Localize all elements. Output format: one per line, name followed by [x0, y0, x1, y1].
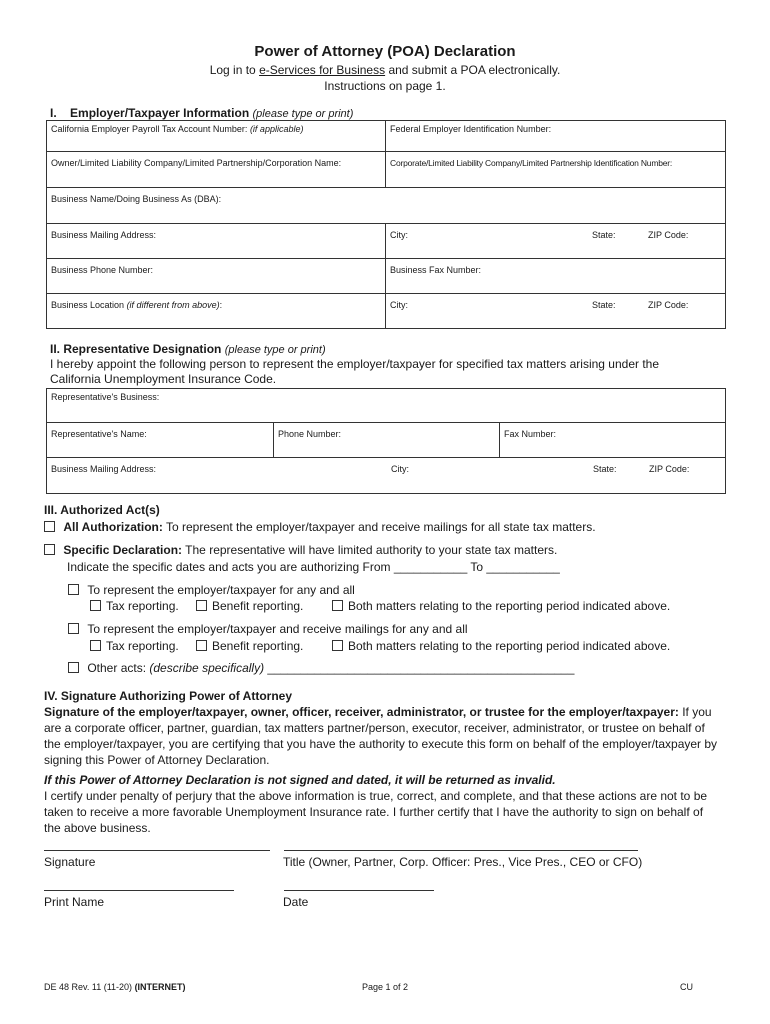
other-acts-row[interactable]: [68, 661, 574, 675]
dba-field[interactable]: [47, 188, 726, 224]
section4-heading: IV. Signature Authorizing Power of Attorney: [44, 689, 293, 703]
all-authorization-text: To represent the employer/taxpayer and receive mailings for all state tax matters.: [162, 520, 596, 534]
option2-tax-label: Tax reporting.: [106, 639, 179, 653]
specific-declaration-checkbox[interactable]: [44, 544, 55, 555]
section4-paragraph1: [44, 704, 720, 768]
e-services-link[interactable]: e-Services for Business: [259, 63, 386, 77]
date-line[interactable]: [284, 890, 434, 891]
business-location-label: Business Location: [51, 300, 125, 310]
dba-label: Business Name/Doing Business As (DBA):: [51, 194, 222, 204]
specific-declaration-option[interactable]: [44, 543, 557, 557]
form-id-text: DE 48 Rev. 11 (11-20): [44, 982, 133, 992]
business-fax-label: Business Fax Number:: [390, 265, 482, 275]
header-suffix: and submit a POA electronically.: [385, 63, 561, 77]
section4-para1-text: If you are a corporate officer, partner, guardian, tax matters partner/person, executor, receiver, administrator, or trustee on behalf of the employer/taxpayer, you are certifying that you have the authority to execute this form on behalf of the employer/taxpayer by signing this Power of Attorney Declaration.: [44, 705, 718, 767]
option2-both-label: Both matters relating to the reporting period indicated above.: [348, 639, 671, 653]
option1-row[interactable]: [68, 583, 355, 597]
form-code: CU: [680, 982, 693, 992]
date-label: Date: [283, 895, 309, 909]
header-instructions: [0, 63, 770, 77]
all-authorization-bold: All Authorization:: [63, 520, 163, 534]
location-state-label: State:: [592, 300, 616, 310]
rep-business-field[interactable]: [47, 389, 726, 423]
print-name-line[interactable]: [44, 890, 234, 891]
print-name-label: Print Name: [44, 895, 105, 909]
fein-field[interactable]: [386, 121, 726, 152]
rep-mailing-label: Business Mailing Address:: [51, 464, 157, 474]
corp-id-label: Corporate/Limited Liability Company/Limited Partnership Identification Number:: [390, 158, 673, 168]
indicate-dates-text: Indicate the specific dates and acts you are authorizing From ___________ To ___________: [67, 560, 560, 574]
mailing-address-label: Business Mailing Address:: [51, 230, 157, 240]
form-id-bold: (INTERNET): [134, 982, 186, 992]
rep-fax-label: Fax Number:: [504, 429, 557, 439]
option1-sub-row: [90, 599, 670, 613]
section3-heading: III. Authorized Act(s): [44, 503, 160, 517]
header-instructions-page: Instructions on page 1.: [324, 79, 446, 93]
option2-checkbox[interactable]: [68, 623, 79, 634]
signature-label: Signature: [44, 855, 96, 869]
ca-account-label: California Employer Payroll Tax Account Number:: [51, 124, 248, 134]
business-location-colon: :: [219, 300, 223, 310]
rep-business-label: Representative's Business:: [51, 392, 160, 402]
option2-both-checkbox[interactable]: [332, 640, 343, 651]
option1-tax-label: Tax reporting.: [106, 599, 179, 613]
section2-text-line2: California Unemployment Insurance Code.: [50, 372, 277, 386]
title-line[interactable]: [284, 850, 638, 851]
option1-both-checkbox[interactable]: [332, 600, 343, 611]
section4-para1-bold: Signature of the employer/taxpayer, owner, officer, receiver, administrator, or trustee for the employer/taxpayer:: [44, 705, 679, 719]
rep-mailing-row[interactable]: [47, 458, 726, 494]
fein-label: Federal Employer Identification Number:: [390, 124, 552, 134]
ca-account-note: (if applicable): [249, 124, 304, 134]
title-label: Title (Owner, Partner, Corp. Officer: Pres., Vice Pres., CEO or CFO): [283, 855, 643, 869]
rep-zip-label: ZIP Code:: [649, 464, 690, 474]
invalid-warning: If this Power of Attorney Declaration is not signed and dated, it will be returned as invalid.: [44, 773, 556, 787]
owner-name-label: Owner/Limited Liability Company/Limited Partnership/Corporation Name:: [51, 158, 342, 168]
owner-name-field[interactable]: [47, 152, 386, 188]
option2-tax-checkbox[interactable]: [90, 640, 101, 651]
other-acts-label: Other acts:: [87, 661, 147, 675]
rep-state-label: State:: [593, 464, 617, 474]
business-location-note: (if different from above): [126, 300, 220, 310]
option2-benefit-checkbox[interactable]: [196, 640, 207, 651]
zip-label: ZIP Code:: [648, 230, 689, 240]
specific-declaration-text: The representative will have limited authority to your state tax matters.: [182, 543, 558, 557]
state-label: State:: [592, 230, 616, 240]
representative-table: [46, 388, 726, 494]
section1-number: I.: [50, 106, 57, 120]
option1-tax-checkbox[interactable]: [90, 600, 101, 611]
rep-name-label: Representative's Name:: [51, 429, 147, 439]
business-fax-field[interactable]: [386, 259, 726, 294]
option1-both-label: Both matters relating to the reporting period indicated above.: [348, 599, 671, 613]
other-acts-note: (describe specifically): [149, 661, 265, 675]
rep-city-label: City:: [391, 464, 409, 474]
corp-id-field[interactable]: [386, 152, 726, 188]
section1-note: (please type or print): [252, 108, 354, 120]
specific-declaration-bold: Specific Declaration:: [63, 543, 183, 557]
option1-benefit-label: Benefit reporting.: [212, 599, 304, 613]
business-phone-label: Business Phone Number:: [51, 265, 154, 275]
option2-benefit-label: Benefit reporting.: [212, 639, 304, 653]
ca-account-field[interactable]: [47, 121, 386, 152]
location-zip-label: ZIP Code:: [648, 300, 689, 310]
option2-text: To represent the employer/taxpayer and receive mailings for any and all: [87, 622, 468, 636]
rep-phone-field[interactable]: [274, 423, 500, 458]
mailing-address-field[interactable]: [47, 224, 386, 259]
option1-benefit-checkbox[interactable]: [196, 600, 207, 611]
city-state-zip-row[interactable]: [386, 224, 726, 259]
section2-heading: [50, 342, 326, 356]
option1-checkbox[interactable]: [68, 584, 79, 595]
location-city-label: City:: [390, 300, 408, 310]
location-city-state-zip-row[interactable]: [386, 294, 726, 329]
section1-title: Employer/Taxpayer Information: [70, 106, 250, 120]
signature-line[interactable]: [44, 850, 270, 851]
option2-sub-row: [90, 639, 670, 653]
option1-text: To represent the employer/taxpayer for any and all: [87, 583, 355, 597]
section2-note: (please type or print): [224, 344, 326, 356]
all-authorization-checkbox[interactable]: [44, 521, 55, 532]
rep-fax-field[interactable]: [500, 423, 726, 458]
rep-phone-label: Phone Number:: [278, 429, 342, 439]
option2-row[interactable]: [68, 622, 468, 636]
section2-title: II. Representative Designation: [50, 342, 222, 356]
certify-paragraph: I certify under penalty of perjury that the above information is true, correct, and complete, and that these actions are not to be taken to receive a more favorable Unemployment Insurance rate. I further certify that I have the authority to sign on behalf of the above business.: [44, 789, 708, 835]
all-authorization-option[interactable]: [44, 520, 596, 534]
other-acts-line[interactable]: ______________________________________________: [264, 661, 575, 675]
header-prefix: Log in to: [209, 63, 260, 77]
page-number: Page 1 of 2: [361, 982, 409, 992]
employer-info-table: [46, 120, 726, 329]
page-title: Power of Attorney (POA) Declaration: [254, 43, 516, 60]
other-acts-checkbox[interactable]: [68, 662, 79, 673]
city-label: City:: [390, 230, 408, 240]
section1-heading: [50, 106, 353, 120]
business-phone-field[interactable]: [47, 259, 386, 294]
business-location-field[interactable]: [47, 294, 386, 329]
section2-text-line1: I hereby appoint the following person to represent the employer/taxpayer for specified tax matters arising under the: [50, 357, 660, 371]
rep-name-field[interactable]: [47, 423, 274, 458]
